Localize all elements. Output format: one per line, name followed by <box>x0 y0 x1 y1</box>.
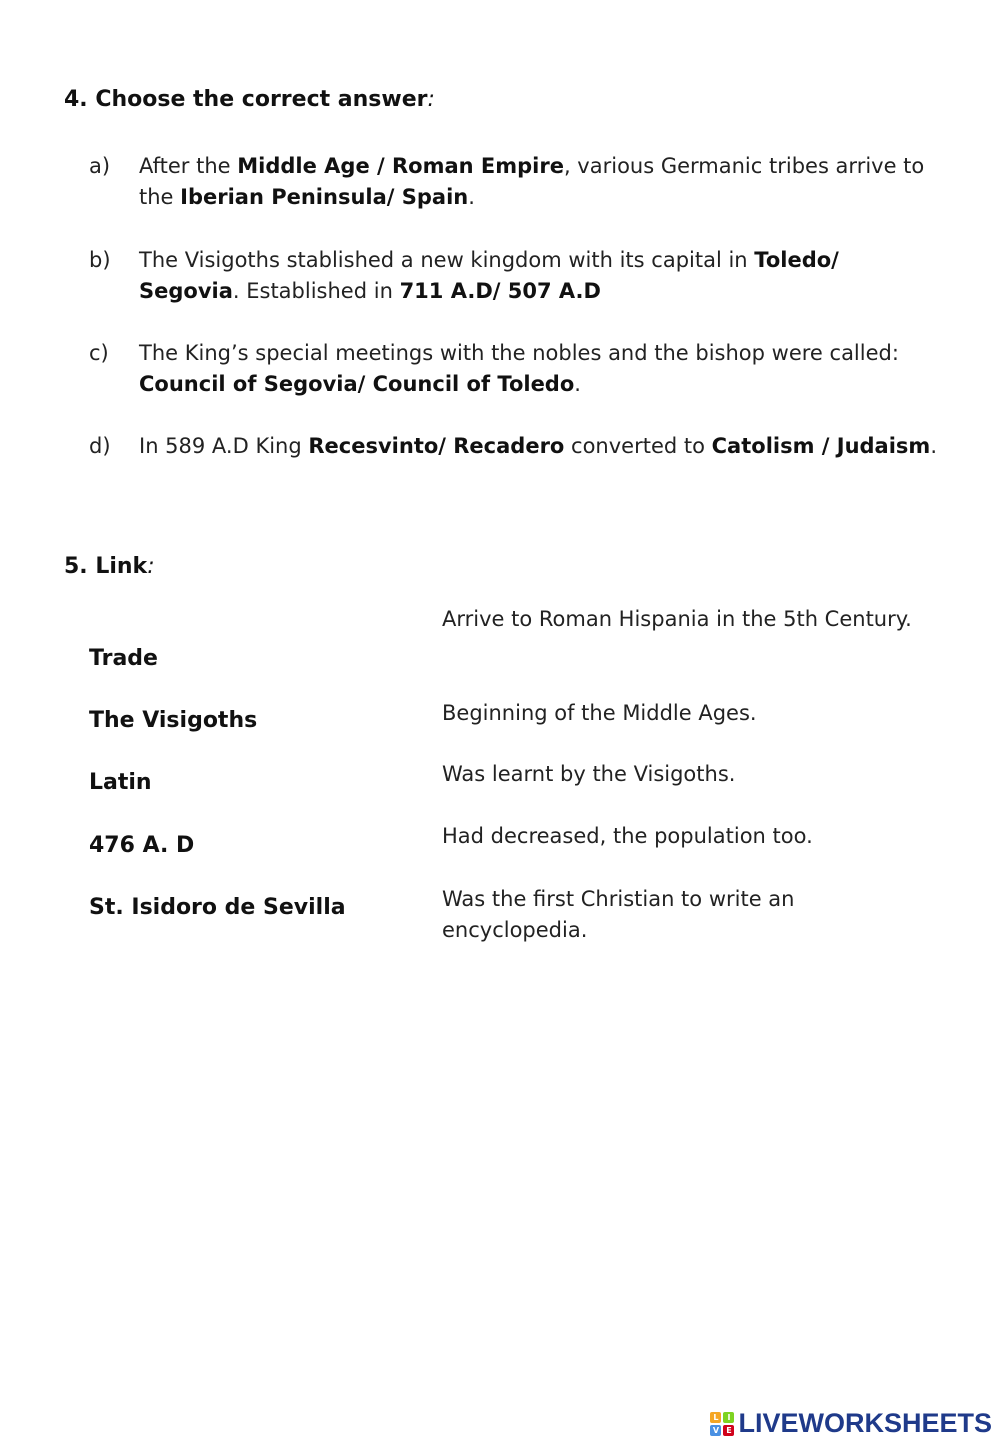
question-c <box>89 338 939 400</box>
link-left-item[interactable]: 476 A. D <box>89 833 195 858</box>
link-left-item[interactable]: Trade <box>89 646 158 671</box>
logo-cell: E <box>723 1425 734 1436</box>
link-right-item[interactable]: Was learnt by the Visigoths. <box>442 762 736 786</box>
question-text: The King’s special meetings with the nobles and the bishop were called: Council of Segovia/ Council of Toledo. <box>139 341 899 396</box>
question-letter: d) <box>89 434 111 458</box>
question-text: After the Middle Age / Roman Empire, various Germanic tribes arrive to the Iberian Peninsula/ Spain. <box>139 154 925 209</box>
answer-choice[interactable]: Catolism / Judaism <box>711 434 931 458</box>
logo-cell: I <box>723 1412 734 1423</box>
answer-choice[interactable]: Middle Age / Roman Empire <box>237 154 564 178</box>
link-right-item[interactable]: Arrive to Roman Hispania in the 5th Century. <box>442 607 912 631</box>
answer-choice[interactable]: Toledo/ Segovia <box>139 248 839 303</box>
question-text: In 589 A.D King Recesvinto/ Recadero converted to Catolism / Judaism. <box>139 434 937 458</box>
question-letter: a) <box>89 154 111 178</box>
question-letter: c) <box>89 341 109 365</box>
link-right-item[interactable]: Was the first Christian to write an encyclopedia. <box>442 887 795 942</box>
logo-cell: V <box>710 1425 721 1436</box>
answer-choice[interactable]: 711 A.D/ 507 A.D <box>399 279 601 303</box>
section-4-heading: 4. Choose the correct answer: <box>64 87 435 112</box>
logo-cell: L <box>710 1412 721 1423</box>
question-d <box>89 431 939 462</box>
link-left-item[interactable]: The Visigoths <box>89 708 258 733</box>
question-a <box>89 151 939 213</box>
answer-choice[interactable]: Council of Segovia/ Council of Toledo <box>139 372 575 396</box>
section-5-heading: 5. Link: <box>64 554 155 579</box>
liveworksheets-brand <box>710 1408 992 1439</box>
link-left-item[interactable]: St. Isidoro de Sevilla <box>89 895 346 920</box>
question-text: The Visigoths stablished a new kingdom with its capital in Toledo/ Segovia. Established in 711 A.D/ 507 A.D <box>139 248 839 303</box>
question-letter: b) <box>89 248 111 272</box>
link-left-item[interactable]: Latin <box>89 770 152 795</box>
link-right-item[interactable]: Had decreased, the population too. <box>442 824 813 848</box>
liveworksheets-logo-icon <box>710 1412 734 1436</box>
question-b <box>89 245 939 307</box>
answer-choice[interactable]: Iberian Peninsula/ Spain <box>180 185 469 209</box>
brand-wordmark: LIVEWORKSHEETS <box>738 1408 992 1438</box>
answer-choice[interactable]: Recesvinto/ Recadero <box>308 434 565 458</box>
link-right-item[interactable]: Beginning of the Middle Ages. <box>442 701 757 725</box>
